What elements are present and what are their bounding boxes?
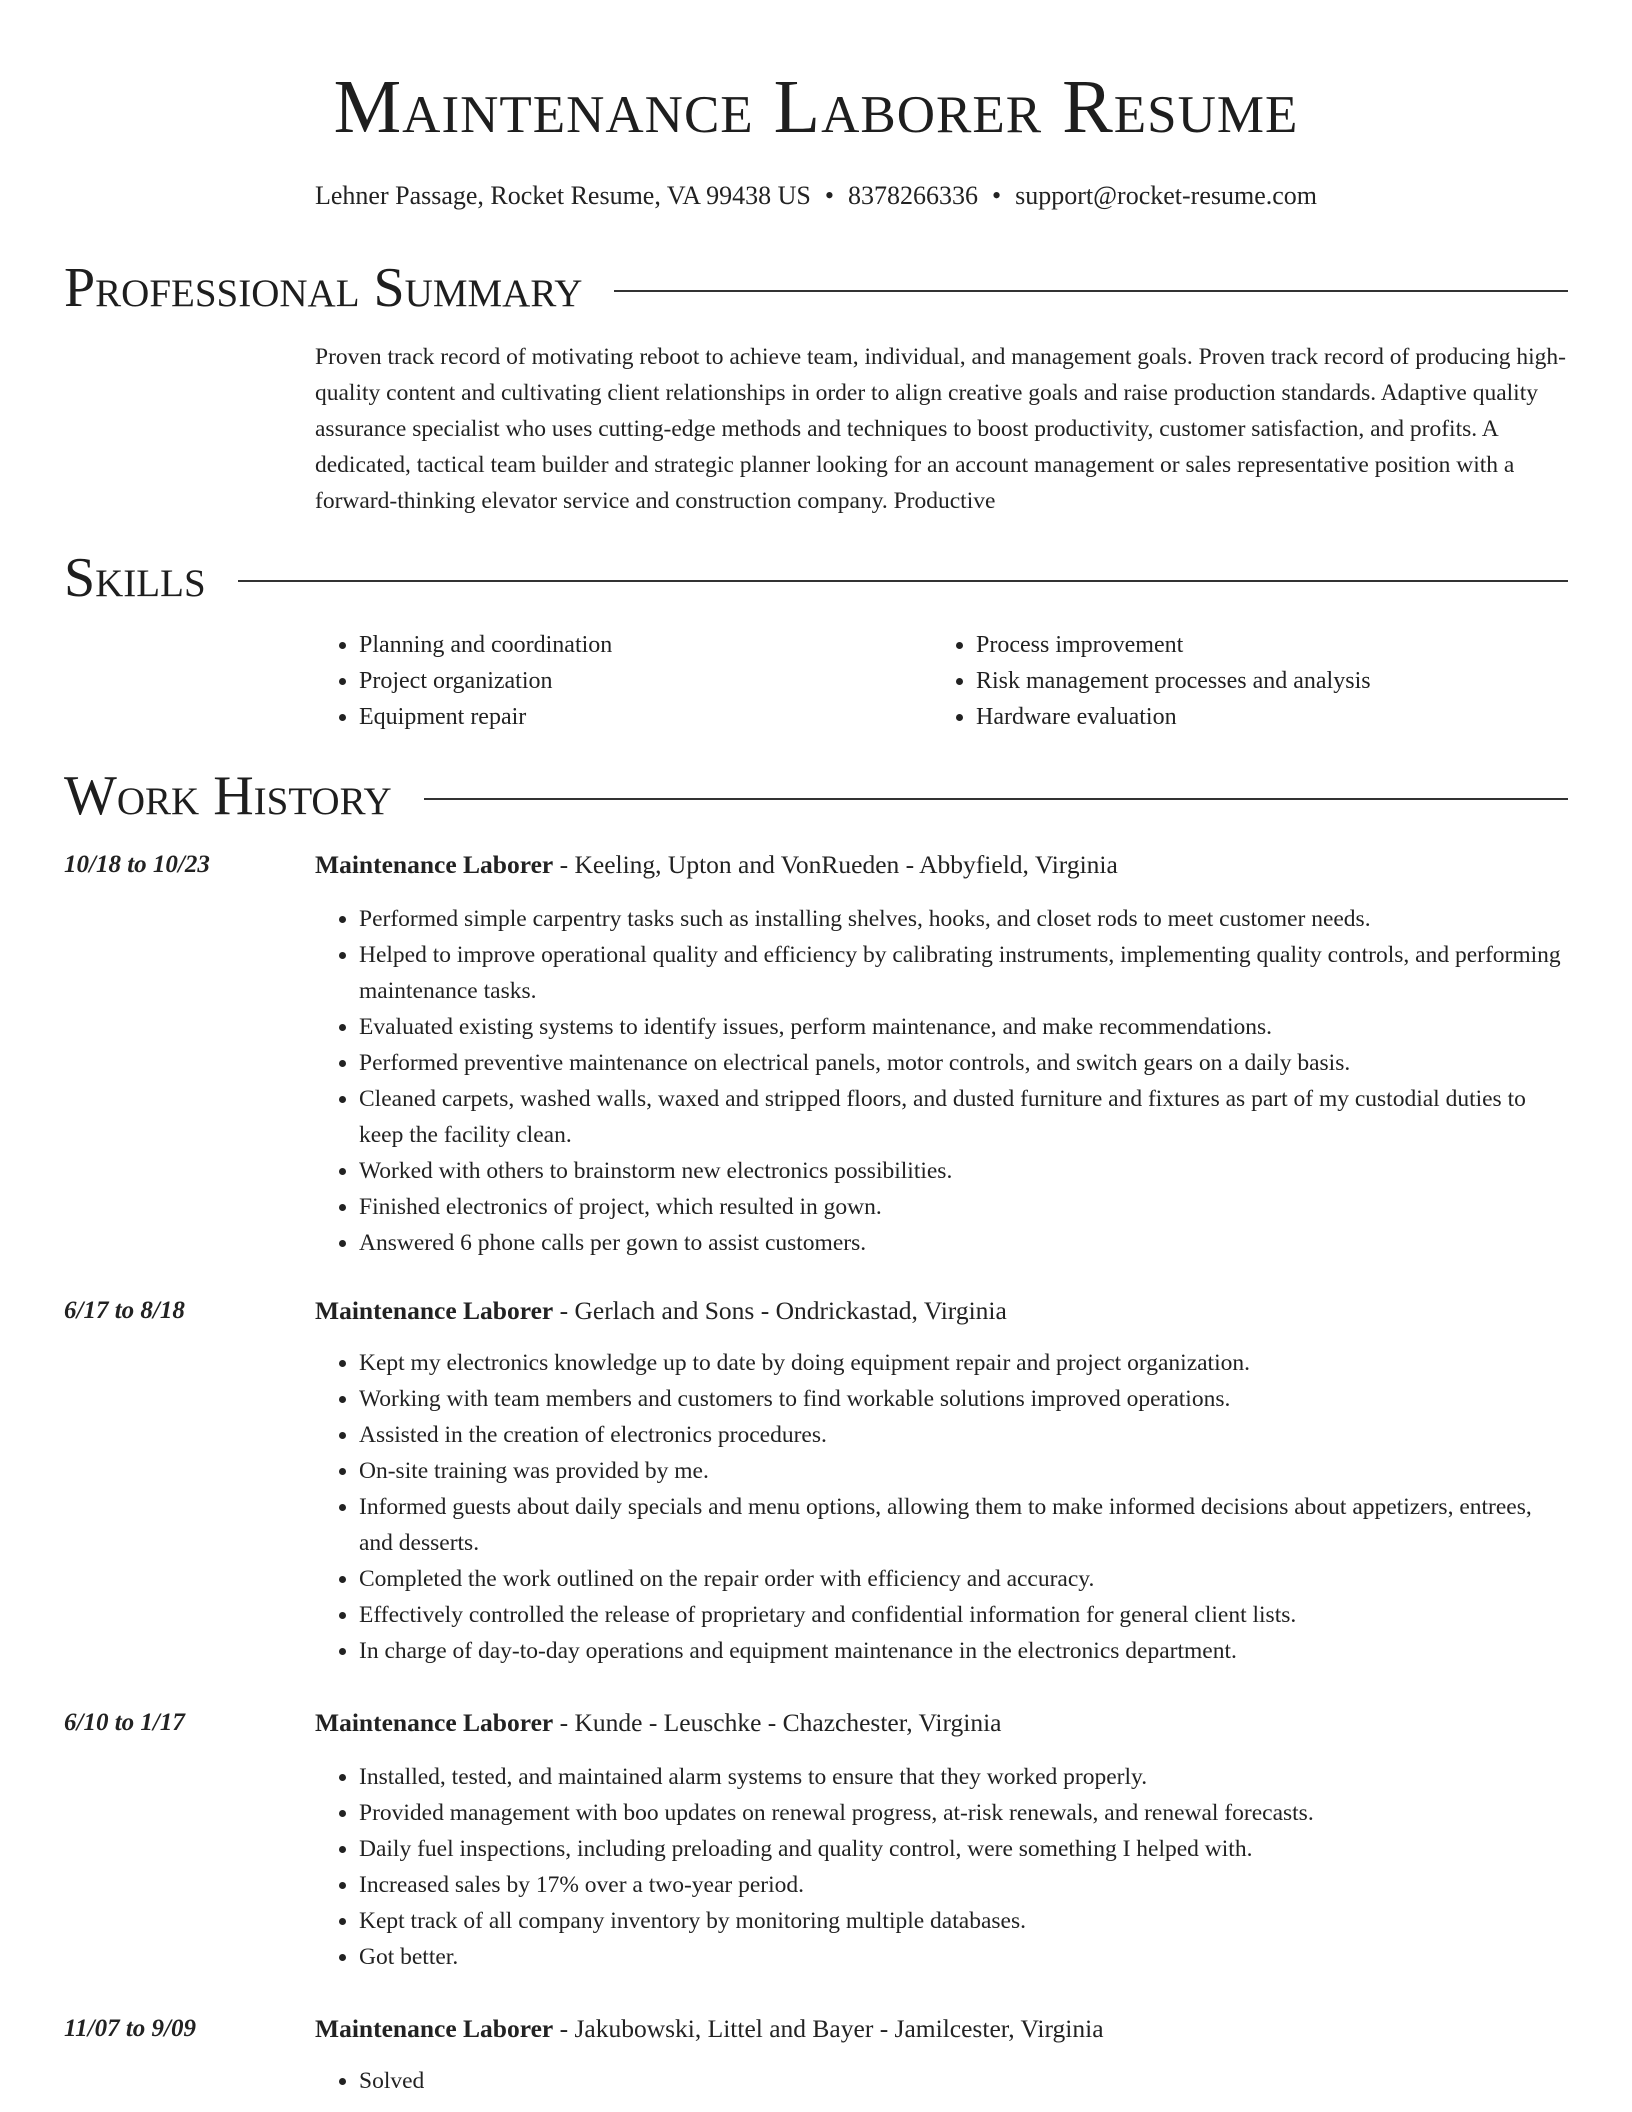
job-bullet: • Informed guests about daily specials and menu options, allowing them to make informed decisions about appetizers, entrees, and desserts. <box>359 1489 1568 1561</box>
contact-email: support@rocket-resume.com <box>1015 181 1318 210</box>
job-dates: 6/17 to 8/18 <box>64 1297 185 1324</box>
job-bullet: • Provided management with boo updates on renewal progress, at-risk renewals, and renewal forecasts. <box>359 1795 1568 1831</box>
section-divider <box>424 798 1568 800</box>
skill-item: • Project organization <box>359 663 932 699</box>
job-bullets <box>315 901 1568 1261</box>
contact-separator: • <box>824 181 834 210</box>
job-dates: 10/18 to 10/23 <box>64 851 210 878</box>
job-dates: 11/07 to 9/09 <box>64 2015 196 2042</box>
job-bullet: • Effectively controlled the release of proprietary and confidential information for general client lists. <box>359 1597 1568 1633</box>
job-heading <box>315 1293 1007 1329</box>
job-bullet: • Helped to improve operational quality and efficiency by calibrating instruments, implementing quality controls, and performing maintenance tasks. <box>359 937 1568 1009</box>
job-bullet: • Finished electronics of project, which resulted in gown. <box>359 1189 1568 1225</box>
skills-section-header <box>64 546 1568 610</box>
job-bullet: • Installed, tested, and maintained alarm systems to ensure that they worked properly. <box>359 1759 1568 1795</box>
skill-item: • Planning and coordination <box>359 627 932 663</box>
job-bullet: • In charge of day-to-day operations and equipment maintenance in the electronics department. <box>359 1633 1568 1669</box>
section-divider <box>238 580 1568 582</box>
contact-separator: • <box>991 181 1002 210</box>
skill-item: • Equipment repair <box>359 699 932 735</box>
resume-title: Maintenance Laborer Resume <box>333 65 1299 149</box>
skills-list <box>315 627 1568 735</box>
job-title: Maintenance Laborer <box>315 1708 554 1737</box>
contact-phone: 8378266336 <box>847 181 978 210</box>
section-divider <box>614 290 1568 292</box>
job-employer: - Kunde - Leuschke - Chazchester, Virginia <box>553 1708 1002 1737</box>
job-bullets <box>315 1759 1568 1975</box>
job-bullet: • Kept track of all company inventory by monitoring multiple databases. <box>359 1903 1568 1939</box>
summary-heading: Professional Summary <box>64 257 583 319</box>
job-employer: - Gerlach and Sons - Ondrickastad, Virginia <box>553 1296 1007 1325</box>
job-bullet: • Performed preventive maintenance on electrical panels, motor controls, and switch gears on a daily basis. <box>359 1045 1568 1081</box>
job-bullet: • Working with team members and customers to find workable solutions improved operations. <box>359 1381 1568 1417</box>
job-bullet: • Daily fuel inspections, including preloading and quality control, were something I helped with. <box>359 1831 1568 1867</box>
job-heading <box>315 1705 1002 1741</box>
job-employer: - Keeling, Upton and VonRueden - Abbyfield, Virginia <box>553 850 1118 879</box>
job-employer: - Jakubowski, Littel and Bayer - Jamilcester, Virginia <box>553 2014 1104 2043</box>
job-title: Maintenance Laborer <box>315 1296 554 1325</box>
job-bullet: • Kept my electronics knowledge up to date by doing equipment repair and project organization. <box>359 1345 1568 1381</box>
skill-item: • Process improvement <box>976 627 1549 663</box>
contact-line <box>0 180 1632 212</box>
job-bullet: • Cleaned carpets, washed walls, waxed and stripped floors, and dusted furniture and fixtures as part of my custodial duties to keep the facility clean. <box>359 1081 1568 1153</box>
skill-item: • Risk management processes and analysis <box>976 663 1549 699</box>
skills-heading: Skills <box>64 547 206 609</box>
skill-item: • Hardware evaluation <box>976 699 1549 735</box>
work-section-header <box>64 764 1568 828</box>
job-bullet: • Answered 6 phone calls per gown to assist customers. <box>359 1225 1568 1261</box>
job-heading <box>315 847 1118 883</box>
summary-section-header <box>64 256 1568 320</box>
job-bullet: • Assisted in the creation of electronics procedures. <box>359 1417 1568 1453</box>
job-dates: 6/10 to 1/17 <box>64 1709 185 1736</box>
job-bullet: • Completed the work outlined on the repair order with efficiency and accuracy. <box>359 1561 1568 1597</box>
job-bullet: • Got better. <box>359 1939 1568 1975</box>
job-bullet: • Evaluated existing systems to identify issues, perform maintenance, and make recommendations. <box>359 1009 1568 1045</box>
summary-text: Proven track record of motivating reboot to achieve team, individual, and management goals. Proven track record of producing high-quality content and cultivating client relationships in order to align creative goals and raise production standards. Adaptive quality assurance specialist who uses cutting-edge methods and techniques to boost productivity, customer satisfaction, and profits. A dedicated, tactical team builder and strategic planner looking for an account management or sales representative position with a forward-thinking elevator service and construction company. Productive <box>315 344 1566 514</box>
job-bullet: • Increased sales by 17% over a two-year period. <box>359 1867 1568 1903</box>
job-title: Maintenance Laborer <box>315 2014 554 2043</box>
job-bullets <box>315 1345 1568 1669</box>
job-bullet: • Solved <box>359 2063 1568 2099</box>
contact-address: Lehner Passage, Rocket Resume, VA 99438 US <box>314 181 811 210</box>
skills-column-right <box>932 627 1549 735</box>
work-heading: Work History <box>64 765 392 827</box>
job-bullet: • Worked with others to brainstorm new electronics possibilities. <box>359 1153 1568 1189</box>
job-bullets <box>315 2063 1568 2099</box>
job-bullet: • Performed simple carpentry tasks such as installing shelves, hooks, and closet rods to meet customer needs. <box>359 901 1568 937</box>
job-title: Maintenance Laborer <box>315 850 554 879</box>
job-bullet: • On-site training was provided by me. <box>359 1453 1568 1489</box>
job-heading <box>315 2011 1104 2047</box>
skills-column-left <box>315 627 932 735</box>
